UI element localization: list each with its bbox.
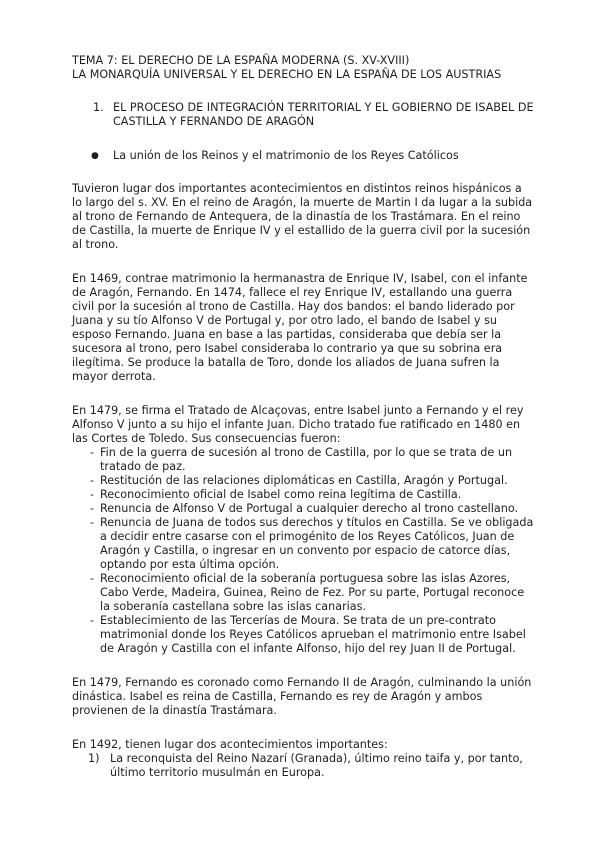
document-page: [72, 54, 534, 780]
section-title: EL PROCESO DE INTEGRACIÓN TERRITORIAL Y EL GOBIERNO DE ISABEL DE CASTILLA Y FERNANDO DE ARAGÓN: [113, 101, 534, 128]
paragraph-4: En 1479, Fernando es coronado como Fernando II de Aragón, culminando la unión dinástica. Isabel es reina de Castilla, Fernando es rey de Aragón y ambos provienen de la dinastía Trastámara.: [72, 676, 532, 717]
subsection-title: La unión de los Reinos y el matrimonio de los Reyes Católicos: [113, 149, 459, 162]
bullet-icon: ●: [91, 151, 99, 161]
events-1492-list: [72, 752, 534, 780]
title-line-2: LA MONARQUÍA UNIVERSAL Y EL DERECHO EN LA ESPAÑA DE LOS AUSTRIAS: [72, 68, 502, 81]
list-item: 1) La reconquista del Reino Nazarí (Granada), último reino taifa y, por tanto, último territorio musulmán en Europa.: [88, 752, 523, 779]
document-title: [72, 54, 534, 82]
list-item: - Fin de la guerra de sucesión al trono de Castilla, por lo que se trata de un tratado de paz.: [90, 446, 513, 473]
list-item: - Reconocimiento oficial de la soberanía portuguesa sobre las islas Azores, Cabo Verde, Madeira, Guinea, Reino de Fez. Por su parte, Portugal reconoce la soberanía castellana sobre las islas canarias.: [90, 572, 525, 613]
section-number: 1.: [93, 101, 104, 114]
list-item: - Restitución de las relaciones diplomáticas en Castilla, Aragón y Portugal.: [90, 474, 508, 487]
section-heading-1: [93, 101, 534, 129]
consequences-list: [72, 446, 534, 656]
paragraph-5: En 1492, tienen lugar dos acontecimientos importantes:: [72, 738, 388, 751]
paragraph-2: En 1469, contrae matrimonio la hermanastra de Enrique IV, Isabel, con el infante de Aragón, Fernando. En 1474, fallece el rey Enrique IV, estallando una guerra civil por la sucesión al trono de Castilla. Hay dos bandos: el bando liderado por Juana y su tío Alfonso V de Portugal y, por otro lado, el bando de Isabel y su esposo Fernando. Juana en base a las partidas, consideraba que debía ser la sucesora al trono, pero Isabel consideraba lo contrario ya que su sobrina era ilegítima. Se produce la batalla de Toro, donde los aliados de Juana sufren la mayor derrota.: [72, 272, 528, 383]
paragraph-3: En 1479, se firma el Tratado de Alcaçovas, entre Isabel junto a Fernando y el rey Alfonso V junto a su hijo el infante Juan. Dicho tratado fue ratificado en 1480 en las Cortes de Toledo. Sus consecuencias fueron:: [72, 404, 524, 445]
paragraph-1: Tuvieron lugar dos importantes acontecimientos en distintos reinos hispánicos a lo largo del s. XV. En el reino de Aragón, la muerte de Martin I da lugar a la subida al trono de Fernando de Antequera, de la dinastía de los Trastámara. En el reino de Castilla, la muerte de Enrique IV y el estallido de la guerra civil por la sucesión al trono.: [72, 182, 533, 251]
list-item: - Establecimiento de las Tercerías de Moura. Se trata de un pre-contrato matrimonial donde los Reyes Católicos aprueban el matrimonio entre Isabel de Aragón y Castilla con el infante Alfonso, hijo del rey Juan II de Portugal.: [90, 614, 526, 655]
subsection-heading: [91, 149, 534, 163]
list-item: - Renuncia de Alfonso V de Portugal a cualquier derecho al trono castellano.: [90, 502, 519, 515]
list-item: - Renuncia de Juana de todos sus derechos y títulos en Castilla. Se ve obligada a decidir entre casarse con el primogénito de los Reyes Católicos, Juan de Aragón y Castilla, o ingresar en un convento por espacio de catorce días, optando por esta última opción.: [90, 516, 534, 571]
list-item: - Reconocimiento oficial de Isabel como reina legítima de Castilla.: [90, 488, 462, 501]
title-line-1: TEMA 7: EL DERECHO DE LA ESPAÑA MODERNA (S. XV-XVIII): [72, 54, 410, 67]
